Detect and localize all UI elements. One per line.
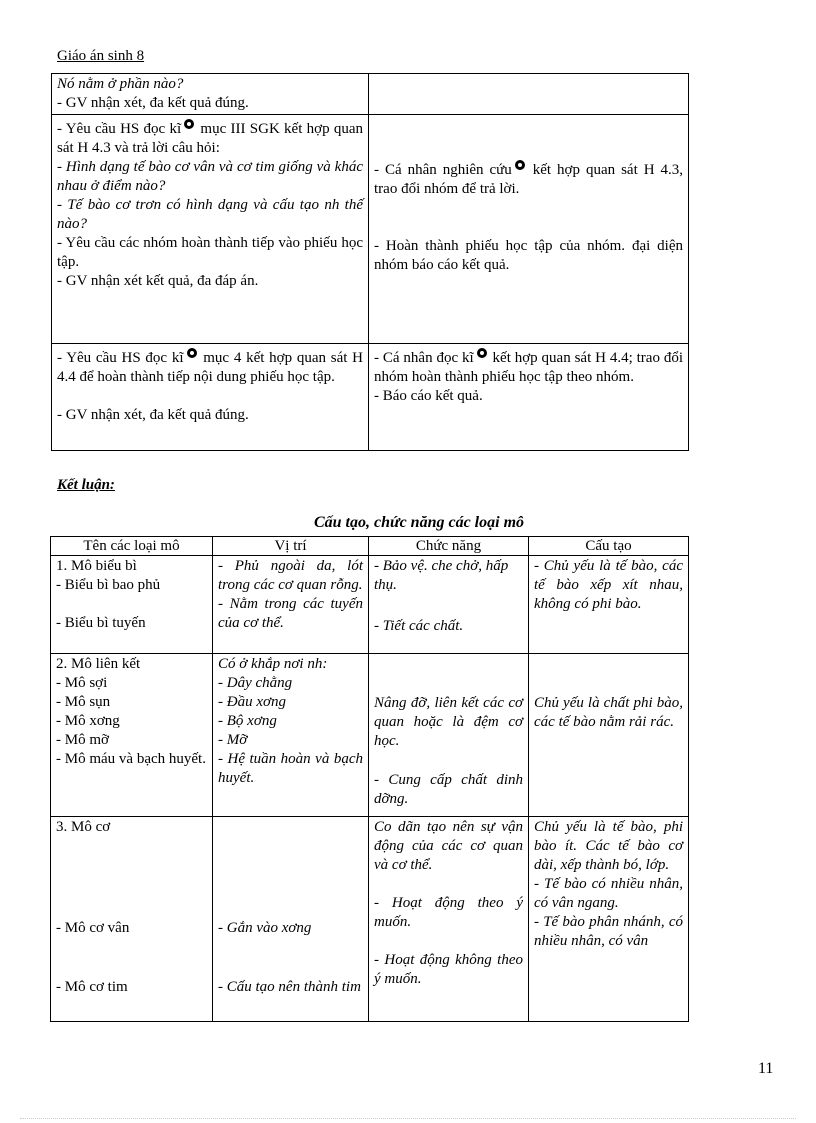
- tissue-name-cell: [51, 556, 213, 654]
- table-row: [52, 74, 689, 115]
- position-text: - Bộ xơng: [218, 713, 277, 729]
- position-text: - Cấu tạo nên thành tim: [218, 979, 361, 995]
- student-cell: [369, 344, 689, 451]
- column-header: Chức năng: [369, 537, 529, 556]
- structure-cell: Chủ yếu là chất phi bào, các tế bào nằm rải rác.: [529, 654, 689, 817]
- instruction-text: - GV nhận xét kết quả, đa đáp án.: [57, 273, 259, 289]
- tissue-table: [50, 536, 689, 1022]
- page-number: 11: [758, 1060, 774, 1077]
- position-text: - Phủ ngoài da, lót trong các cơ quan rỗng.: [218, 558, 363, 593]
- position-text: - Gắn vào xơng: [218, 920, 312, 936]
- position-text: - Đầu xơng: [218, 694, 286, 710]
- structure-text: Chủ yếu là tế bào, phi bào ít. Các tế bào cơ dài, xếp thành bó, lớp.: [534, 819, 683, 873]
- question-text: - Tế bào cơ trơn có hình dạng và cấu tạo nh thế nào?: [57, 197, 363, 232]
- position-text: - Dây chằng: [218, 675, 293, 691]
- student-text: - Cá nhân nghiên cứu: [374, 162, 512, 178]
- position-cell: [213, 654, 369, 817]
- tissue-name: - Mô sợi: [56, 675, 108, 691]
- teacher-cell: [52, 74, 369, 115]
- tissue-name: - Mô máu và bạch huyết.: [56, 751, 206, 767]
- structure-cell: [529, 817, 689, 1022]
- position-cell: [213, 817, 369, 1022]
- circle-bullet-icon: [184, 119, 194, 129]
- instruction-text: - GV nhận xét, đa kết quả đúng.: [57, 95, 249, 111]
- table-row: [51, 556, 689, 654]
- tissue-name: 2. Mô liên kết: [56, 656, 141, 672]
- spacer: [56, 595, 207, 614]
- function-text: - Bảo vệ. che chở, hấp thụ.: [374, 558, 509, 593]
- function-text: - Hoạt động theo ý muốn.: [374, 895, 523, 930]
- table-row: [52, 115, 689, 344]
- conclusion-heading: Kết luận:: [57, 477, 115, 493]
- structure-cell: - Chủ yếu là tế bào, các tế bào xếp xít nhau, không có phi bào.: [529, 556, 689, 654]
- instruction-text: - Yêu cầu các nhóm hoàn thành tiếp vào phiếu học tập.: [57, 235, 363, 270]
- function-cell: [369, 654, 529, 817]
- teacher-cell: [52, 344, 369, 451]
- function-text: Co dãn tạo nên sự vận động của các cơ quan và cơ thể.: [374, 819, 523, 873]
- tissue-name: - Biểu bì tuyến: [56, 615, 146, 631]
- footer-divider: [20, 1118, 796, 1119]
- circle-bullet-icon: [187, 348, 197, 358]
- student-text: kết hợp quan sát H 4.3, trao đổi nhóm để trả lời.: [374, 162, 683, 197]
- instruction-text: mục 4 kết hợp quan sát H 4.4 để hoàn thành tiếp nội dung phiếu học tập.: [57, 350, 363, 385]
- circle-bullet-icon: [477, 348, 487, 358]
- position-text: - Hệ tuần hoàn và bạch huyết.: [218, 751, 363, 786]
- function-text: - Hoạt động không theo ý muốn.: [374, 952, 523, 987]
- question-text: Nó nằm ở phần nào?: [57, 76, 184, 92]
- tissue-name: - Biểu bì bao phủ: [56, 577, 161, 593]
- table-caption: Cấu tạo, chức năng các loại mô: [313, 514, 525, 531]
- position-text: Có ở khắp nơi nh:: [218, 656, 328, 672]
- document-header: Giáo án sinh 8: [57, 48, 145, 64]
- instruction-text: - GV nhận xét, đa kết quả đúng.: [57, 407, 249, 423]
- position-cell: [213, 556, 369, 654]
- header-row: [51, 537, 689, 556]
- structure-text: - Tế bào có nhiều nhân, có vân ngang.: [534, 876, 683, 911]
- column-header: Cấu tạo: [529, 537, 689, 556]
- tissue-name: 3. Mô cơ: [56, 819, 111, 835]
- student-text: - Hoàn thành phiếu học tập của nhóm. đại diện nhóm báo cáo kết quả.: [374, 238, 683, 273]
- tissue-name: - Mô cơ tim: [56, 979, 128, 995]
- tissue-name: 1. Mô biểu bì: [56, 558, 137, 574]
- question-text: - Hình dạng tế bào cơ vân và cơ tim giống và khác nhau ở điểm nào?: [57, 159, 363, 194]
- table-row: [52, 344, 689, 451]
- instruction-text: - Yêu cầu HS đọc kĩ: [57, 350, 184, 366]
- tissue-name: - Mô cơ vân: [56, 920, 130, 936]
- column-header: Vị trí: [213, 537, 369, 556]
- activity-table: [51, 73, 689, 451]
- position-text: - Mỡ: [218, 732, 248, 748]
- function-cell: [369, 556, 529, 654]
- tissue-name-cell: [51, 654, 213, 817]
- function-text: - Cung cấp chất dinh dỡng.: [374, 772, 523, 807]
- teacher-cell: [52, 115, 369, 344]
- function-text: - Tiết các chất.: [374, 618, 464, 634]
- function-cell: [369, 817, 529, 1022]
- instruction-text: - Yêu cầu HS đọc kĩ: [57, 121, 182, 137]
- student-text: - Cá nhân đọc kĩ: [374, 350, 474, 366]
- circle-bullet-icon: [515, 160, 525, 170]
- function-text: Nâng đỡ, liên kết các cơ quan hoặc là đệm cơ học.: [374, 695, 523, 749]
- tissue-name: - Mô mỡ: [56, 732, 109, 748]
- table-row: [51, 817, 689, 1022]
- tissue-name: - Mô sụn: [56, 694, 111, 710]
- student-text: kết hợp quan sát H 4.4; trao đổi nhóm hoàn thành phiếu học tập theo nhóm.: [374, 350, 684, 385]
- structure-text: - Tế bào phân nhánh, có nhiều nhân, có vân: [534, 914, 683, 949]
- position-text: - Nằm trong các tuyến của cơ thể.: [218, 596, 363, 631]
- tissue-name-cell: [51, 817, 213, 1022]
- column-header: Tên các loại mô: [51, 537, 213, 556]
- student-cell: [369, 74, 689, 115]
- table-row: [51, 654, 689, 817]
- instruction-text: mục III SGK kết hợp quan sát H 4.3 và trả lời câu hỏi:: [57, 121, 364, 156]
- student-text: - Báo cáo kết quả.: [374, 388, 483, 404]
- tissue-name: - Mô xơng: [56, 713, 120, 729]
- student-cell: [369, 115, 689, 344]
